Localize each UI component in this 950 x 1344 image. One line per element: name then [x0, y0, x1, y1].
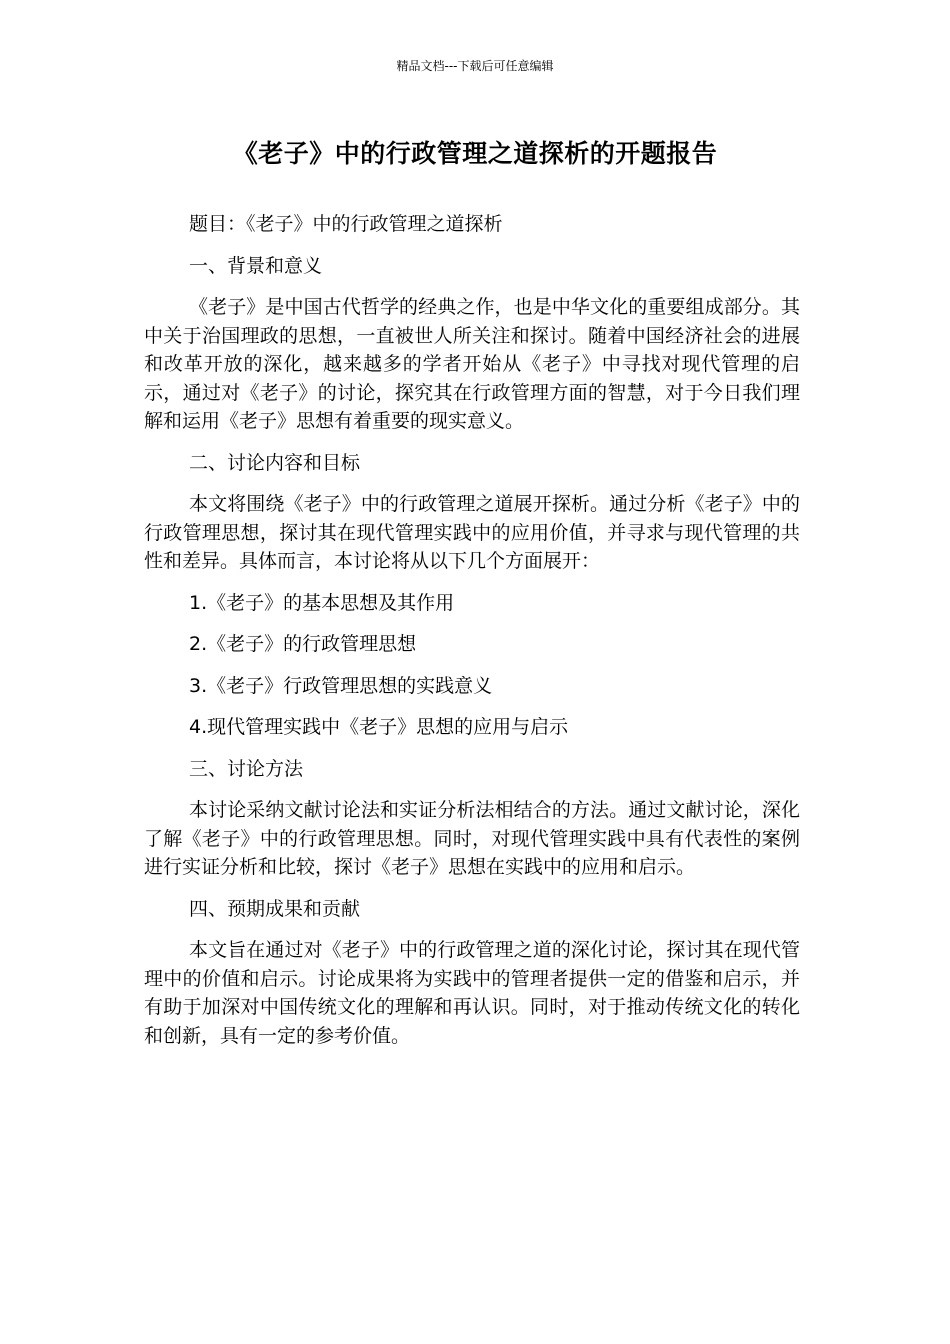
- header-note: 精品文档---下载后可任意编辑: [396, 59, 554, 73]
- list-item: 1.《老子》的基本思想及其作用: [189, 591, 455, 614]
- list-item: 4.现代管理实践中《老子》思想的应用与启示: [189, 716, 569, 738]
- section-text-method: 本讨论采纳文献讨论法和实证分析法相结合的方法。通过文献讨论，深化了解《老子》中的行政管理思想。同时，对现代管理实践中具有代表性的案例进行实证分析和比较，探讨《老子》思想在实践中的应用和启示。: [144, 799, 800, 878]
- section-heading-results: 四、预期成果和贡献: [189, 897, 361, 920]
- section-heading-method: 三、讨论方法: [189, 757, 304, 780]
- section-heading-content: 二、讨论内容和目标: [189, 451, 361, 474]
- document-title: 《老子》中的行政管理之道探析的开题报告: [232, 139, 718, 168]
- list-item: 3.《老子》行政管理思想的实践意义: [189, 674, 493, 697]
- section-heading-background: 一、背景和意义: [189, 254, 323, 277]
- list-item: 2.《老子》的行政管理思想: [189, 633, 417, 655]
- topic-line: 题目：《老子》中的行政管理之道探析: [189, 213, 503, 235]
- section-text-content: 本文将围绕《老子》中的行政管理之道展开探析。通过分析《老子》中的行政管理思想，探讨其在现代管理实践中的应用价值，并寻求与现代管理的共性和差异。具体而言，本讨论将从以下几个方面展开：: [144, 493, 800, 572]
- section-text-background: 《老子》是中国古代哲学的经典之作，也是中华文化的重要组成部分。其中关于治国理政的思想，一直被世人所关注和探讨。随着中国经济社会的进展和改革开放的深化，越来越多的学者开始从《老子》中寻找对现代管理的启示，通过对《老子》的讨论，探究其在行政管理方面的智慧，对于今日我们理解和运用《老子》思想有着重要的现实意义。: [144, 296, 800, 432]
- document-body: [144, 210, 800, 1063]
- section-text-results: 本文旨在通过对《老子》中的行政管理之道的深化讨论，探讨其在现代管理中的价值和启示。讨论成果将为实践中的管理者提供一定的借鉴和启示，并有助于加深对中国传统文化的理解和再认识。同时，对于推动传统文化的转化和创新，具有一定的参考价值。: [144, 939, 800, 1047]
